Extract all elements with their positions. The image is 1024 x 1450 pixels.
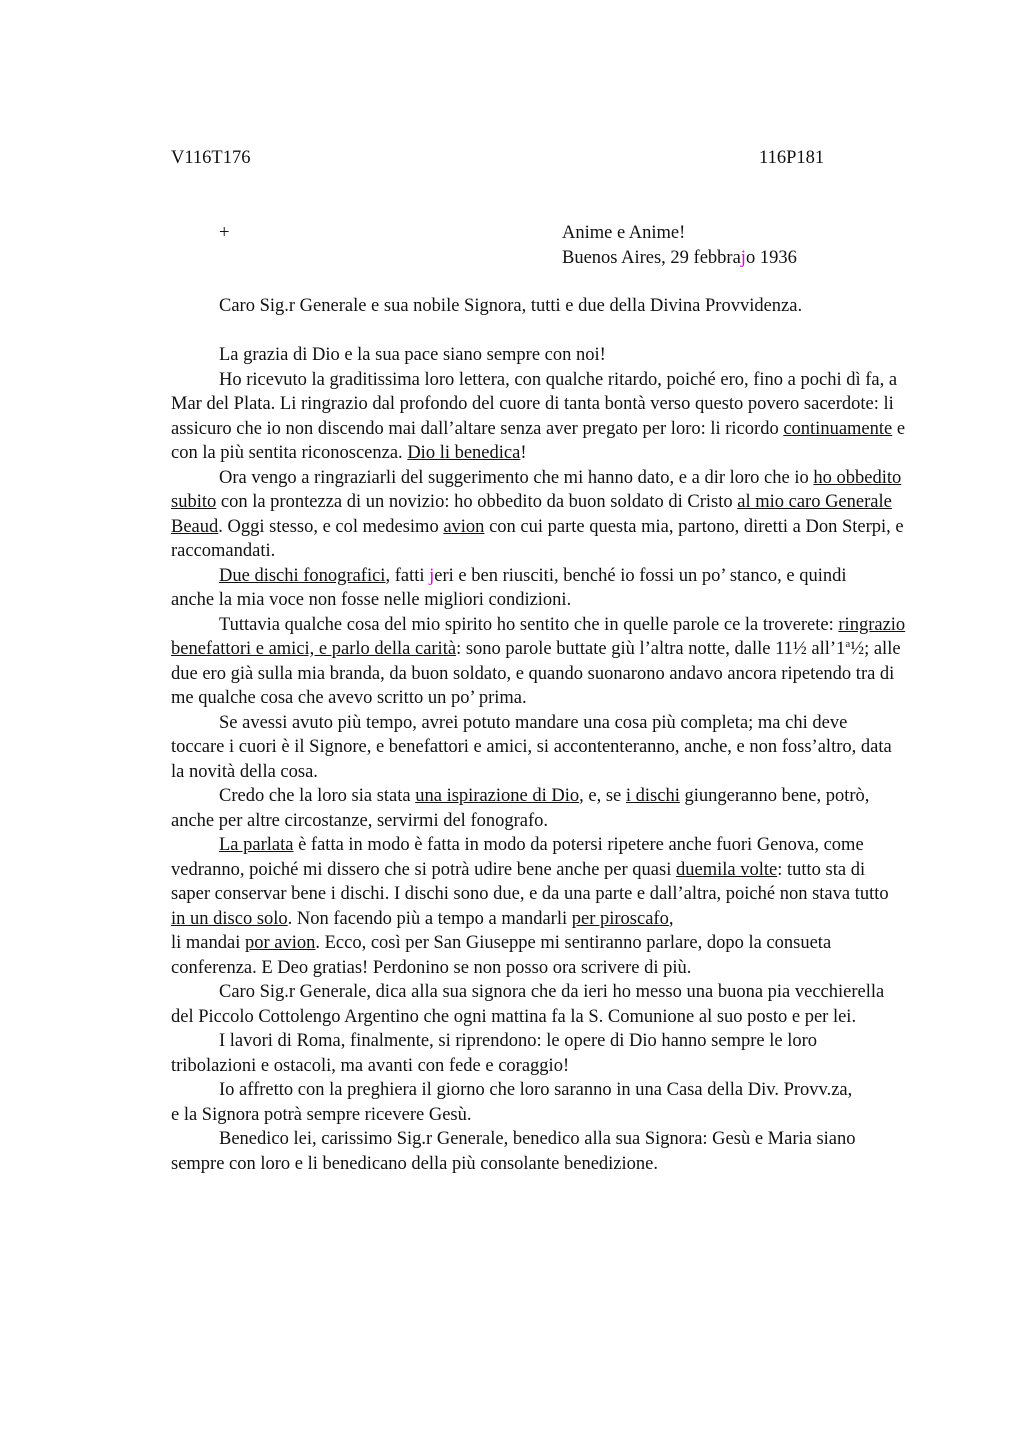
dateline-correction-mark: j (740, 247, 746, 268)
underlined-phrase: La parlata (219, 835, 294, 855)
text-run: , e, se (579, 786, 626, 806)
text-run: Tuttavia qualche cosa del mio spirito ho sentito che in quelle parole ce la troverete: (219, 614, 839, 635)
text-run: eri e ben riusciti, benché io fossi un po’ stanco, e quindi (434, 565, 847, 586)
blank-line (171, 319, 906, 344)
text-run: Ho ricevuto la graditissima loro lettera, con qualche ritardo, poiché ero, fino a pochi dì fa, a Mar del Plata. Li ringrazio dal profondo del cuore di tanta bontà verso questo povero sacerdote: li assicuro che io non discendo mai dall’altare senza aver pregato per loro: li ricordo (171, 369, 898, 439)
dateline-text-end: o 1936 (745, 247, 797, 268)
paragraph-speech-continued (171, 931, 906, 980)
text-run: , fatti (385, 565, 430, 586)
document-code-left: V116T176 (171, 148, 251, 168)
paragraph-time: Se avessi avuto più tempo, avrei potuto mandare una cosa più completa; ma chi deve (219, 712, 848, 733)
text-run: con la prontezza di un novizio: ho obbedito da buon soldato di Cristo (216, 492, 738, 512)
paragraph-rome-works: I lavori di Roma, finalmente, si riprendono: le opere di Dio hanno sempre le loro tribolazioni e ostacoli, ma avanti con fede e coraggio! (171, 1031, 818, 1076)
letter-body (171, 294, 906, 1176)
paragraph-inspiration (171, 784, 906, 833)
underlined-phrase: ho obbedito subito (171, 467, 902, 512)
text-run: Credo che la loro sia stata (219, 786, 416, 806)
correction-mark: j (429, 565, 435, 586)
paragraph-records-continued: anche la mia voce non fosse nelle migliori condizioni. (171, 590, 572, 610)
cross-symbol: + (219, 223, 230, 243)
paragraph-obedience (171, 466, 906, 564)
underlined-phrase: continuamente (783, 418, 893, 439)
underlined-phrase: duemila volte (675, 859, 778, 880)
dateline-text-start: Buenos Aires, 29 febbra (562, 247, 741, 268)
dateline (562, 246, 797, 271)
text-run: è fatta in modo è fatta in modo da potersi ripetere anche fuori Genova, come vedranno, poiché mi dissero che si potrà udire bene anche per quasi (171, 835, 864, 880)
paragraph-prayer-continued: e la Signora potrà sempre ricevere Gesù. (171, 1104, 472, 1125)
text-run: ! (520, 443, 527, 463)
text-run: , (668, 908, 674, 929)
heading-block (562, 221, 797, 270)
underlined-phrase: avion (443, 516, 485, 537)
salutation: Caro Sig.r Generale e sua nobile Signora, tutti e due della Divina Provvidenza. (219, 296, 803, 316)
underlined-phrase: Dio li benedica (407, 443, 521, 463)
paragraph-greeting: La grazia di Dio e la sua pace siano sempre con noi! (219, 345, 606, 365)
paragraph-spirit (171, 613, 906, 711)
text-run: : tutto sta di saper conservar bene i dischi. I dischi sono due, e da una parte e dall’altra, poiché non stava tutto (171, 859, 889, 904)
paragraph-speech (171, 833, 906, 931)
paragraph-blessing: Benedico lei, carissimo Sig.r Generale, benedico alla sua Signora: Gesù e Maria siano sempre con loro e li benedicano della più consolante benedizione. (171, 1129, 856, 1174)
superscript: a (845, 637, 851, 650)
text-run: Ora vengo a ringraziarli del suggerimento che mi hanno dato, e a dir loro che io (219, 467, 814, 488)
document-code-right: 116P181 (759, 148, 825, 168)
underlined-phrase: al mio caro Generale Beaud (171, 492, 892, 537)
paragraph-records (171, 564, 906, 589)
text-run: . Non facendo più a tempo a mandarli (287, 908, 572, 929)
paragraph-communion: Caro Sig.r Generale, dica alla sua signora che da ieri ho messo una buona pia vecchierella del Piccolo Cottolengo Argentino che ogni mattina fa la S. Comunione al suo posto e per lei. (171, 982, 885, 1027)
underlined-phrase: i dischi (625, 786, 680, 806)
underlined-phrase: ringrazio benefattori e amici, e parlo della carità (171, 614, 906, 659)
text-run: : sono parole buttate giù l’altra notte, dalle 11½ all’1 (456, 639, 846, 659)
underlined-phrase: una ispirazione di Dio (415, 786, 580, 806)
text-run: e con la più sentita riconoscenza. (171, 418, 906, 463)
underlined-phrase: por avion (244, 933, 316, 953)
paragraph-thanks (171, 368, 906, 466)
text-run: giungeranno bene, potrò, anche per altre circostanze, servirmi del fonografo. (171, 786, 870, 831)
text-run: . Ecco, così per San Giuseppe mi sentiranno parlare, dopo la consueta conferenza. E Deo gratias! Perdonino se non posso ora scrivere di più. (171, 933, 832, 978)
underlined-phrase: in un disco solo (171, 908, 288, 929)
text-run: . Oggi stesso, e col medesimo (218, 516, 444, 537)
paragraph-time-continued: toccare i cuori è il Signore, e benefattori e amici, si accontenteranno, anche, e non foss’altro, data la novità della cosa. (171, 737, 892, 782)
motto: Anime e Anime! (562, 223, 686, 243)
underlined-phrase: Due dischi fonografici (219, 565, 386, 586)
underlined-phrase: per piroscafo (571, 908, 669, 929)
paragraph-prayer: Io affretto con la preghiera il giorno che loro saranno in una Casa della Div. Provv.za, (219, 1080, 853, 1100)
text-run: li mandai (171, 933, 245, 953)
text-run: con cui parte questa mia, partono, diretti a Don Sterpi, e raccomandati. (171, 516, 904, 561)
text-run: ½; alle due ero già sulla mia branda, da buon soldato, e quando suonarono andavo ancora ripetendo tra di me qualche cosa che avevo scritto un po’ prima. (171, 639, 901, 708)
